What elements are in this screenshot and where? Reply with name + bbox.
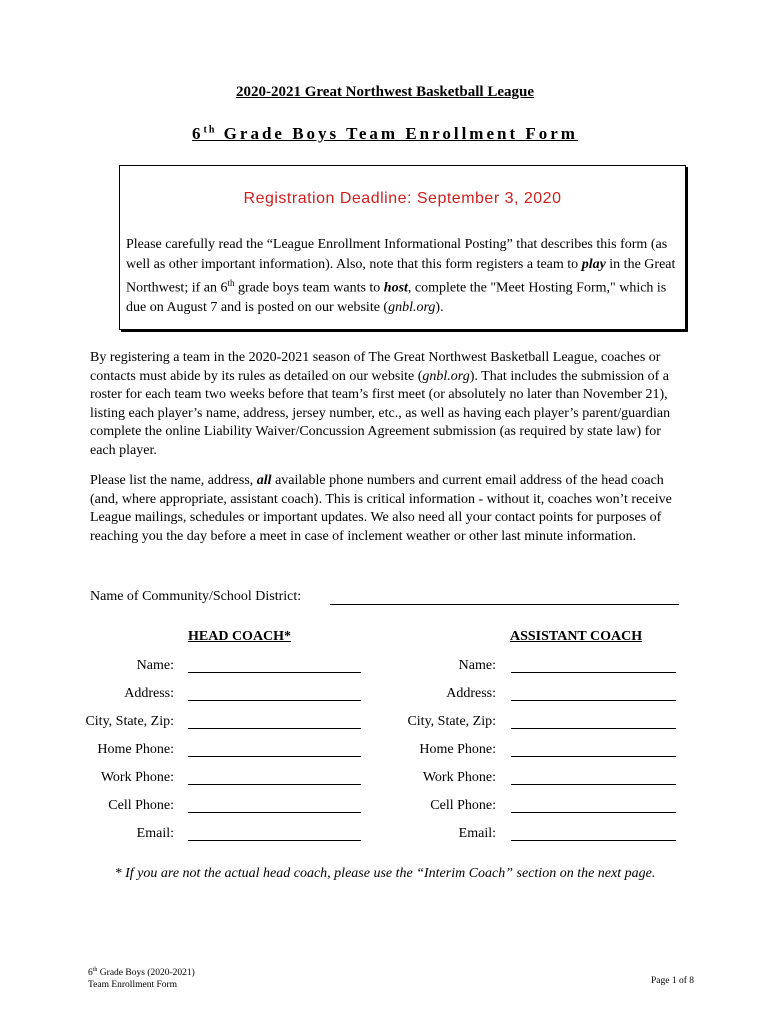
head-coach-field-label: City, State, Zip:	[85, 714, 174, 729]
rules-website: gnbl.org	[422, 368, 470, 384]
footer-grade-number: 6	[88, 968, 93, 979]
notice-text-part: Please carefully read the “League Enrollment Informational Posting” that describes this form (as well as other important information). Also, note that this form registers a team to	[126, 237, 668, 272]
assistant-coach-field-input-line[interactable]	[511, 840, 676, 841]
assistant-coach-field-label: Email:	[458, 826, 496, 841]
assistant-coach-field-label: Cell Phone:	[430, 798, 496, 813]
head-coach-field-label: Address:	[124, 686, 174, 701]
rules-paragraph	[90, 349, 682, 460]
form-title-suffix: th	[203, 124, 217, 136]
rules-text: By registering a team in the 2020-2021 season of The Great Northwest Basketball League, coaches or contacts must abide by its rules as detailed on our website (	[90, 350, 661, 384]
assistant-coach-field-input-line[interactable]	[511, 812, 676, 813]
form-title-number: 6	[192, 124, 204, 143]
contact-text: Please list the name, address,	[90, 473, 257, 488]
assistant-coach-field-label: Name:	[458, 658, 496, 673]
assistant-coach-field-input-line[interactable]	[511, 672, 676, 673]
assistant-coach-field-input-line[interactable]	[511, 700, 676, 701]
community-label: Name of Community/School District:	[90, 589, 302, 604]
notice-host-emphasis: host	[383, 280, 408, 296]
footer-form-name: Team Enrollment Form	[88, 980, 178, 991]
notice-play-emphasis: play	[581, 256, 606, 272]
notice-website: gnbl.org	[388, 300, 436, 316]
head-coach-field-label: Name:	[136, 658, 174, 673]
assistant-coach-field-input-line[interactable]	[511, 784, 676, 785]
assistant-coach-field-input-line[interactable]	[511, 728, 676, 729]
assistant-coach-heading: ASSISTANT COACH	[510, 629, 643, 644]
assistant-coach-field-label: Home Phone:	[419, 742, 496, 757]
head-coach-field-label: Cell Phone:	[108, 798, 174, 813]
assistant-coach-field-input-line[interactable]	[511, 756, 676, 757]
registration-deadline: Registration Deadline: September 3, 2020	[243, 190, 562, 207]
head-coach-field-label: Work Phone:	[100, 770, 174, 785]
head-coach-field-label: Home Phone:	[97, 742, 174, 757]
head-coach-field-label: Email:	[136, 826, 174, 841]
contact-paragraph	[90, 472, 682, 546]
footer-grade-suffix: th	[92, 967, 98, 973]
notice-text	[126, 235, 682, 318]
assistant-coach-field-label: Address:	[446, 686, 496, 701]
notice-text-part: in the Great Northwest; if an 6	[126, 256, 676, 296]
form-title	[0, 124, 770, 144]
page-number: Page 1 of 8	[651, 976, 695, 986]
footer-grade-text: Grade Boys (2020-2021)	[97, 968, 195, 979]
assistant-coach-field-label: Work Phone:	[422, 770, 496, 785]
community-input-line[interactable]	[330, 604, 679, 605]
notice-text-part: , complete the "Meet Hosting Form," which is due on August 7 and is posted on our website (	[126, 280, 667, 316]
notice-text-part: grade boys team wants to	[234, 280, 384, 296]
contact-all-emphasis: all	[256, 473, 272, 488]
notice-text-part: ).	[435, 300, 444, 316]
footer-form-label	[88, 964, 195, 991]
interim-coach-note: * If you are not the actual head coach, please use the “Interim Coach” section on the next page.	[114, 866, 656, 881]
notice-sup: th	[227, 278, 235, 288]
assistant-coach-field-label: City, State, Zip:	[407, 714, 496, 729]
form-title-text: Grade Boys Team Enrollment Form	[216, 124, 578, 143]
league-title: 2020-2021 Great Northwest Basketball League	[235, 84, 535, 100]
contact-text: available phone numbers and current email address of the head coach (and, where appropriate, assistant coach). This is critical information - without it, coaches won’t receive League mailings, schedules or important updates. We also need all your contact points for purposes of reaching you the day before a meet in case of inclement weather or other last minute information.	[90, 473, 672, 544]
head-coach-heading: HEAD COACH*	[188, 629, 292, 644]
rules-text: ). That includes the submission of a roster for each team two weeks before that team’s first meet (or absolutely no later than November 21), listing each player’s name, address, jersey number, etc., as well as having each player’s parent/guardian complete the online Liability Waiver/Concussion Agreement submission (as required by state law) for each player.	[90, 368, 671, 458]
